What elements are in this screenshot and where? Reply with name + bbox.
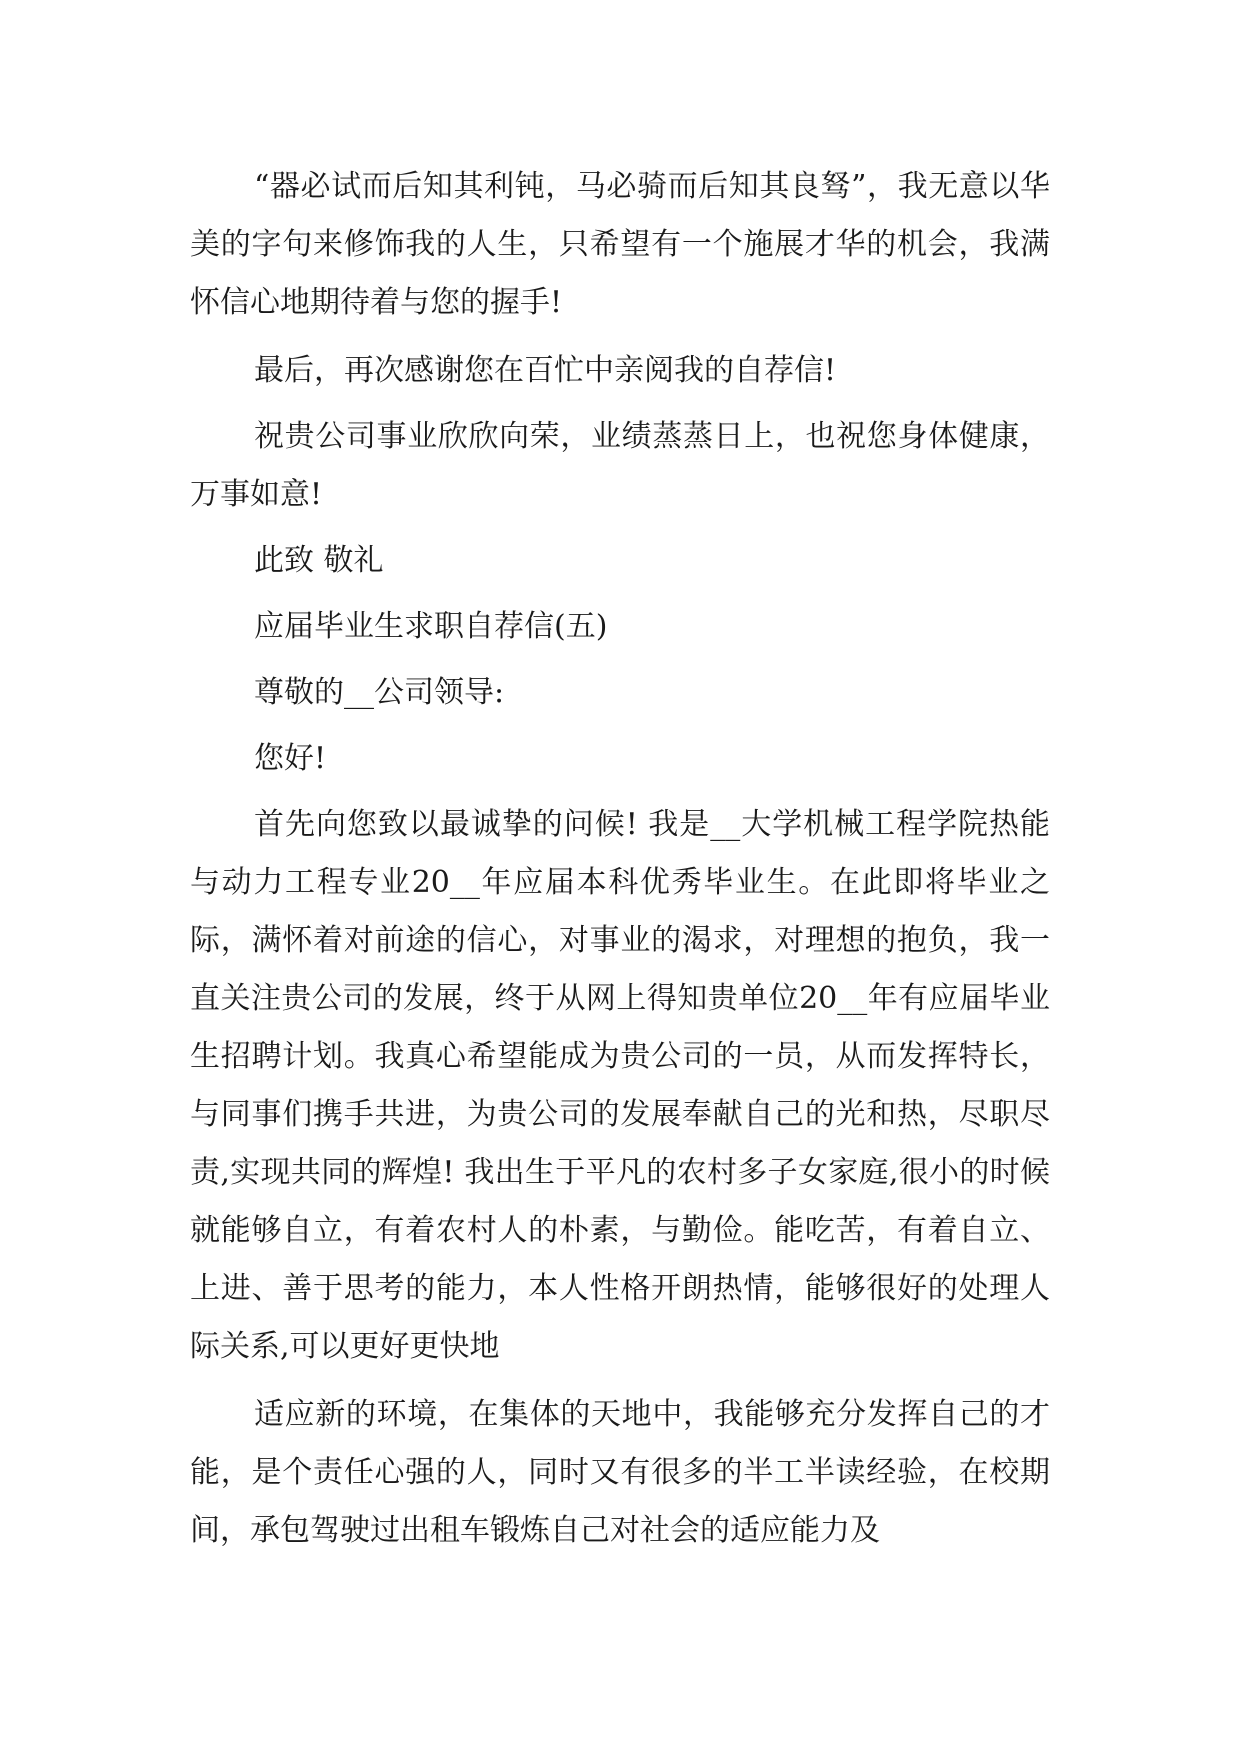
document-body: [190, 158, 1050, 1570]
paragraph-addressee: 尊敬的__公司领导:: [254, 675, 505, 710]
paragraph-salutation-close: 此致 敬礼: [254, 543, 384, 578]
paragraph-letter-title: 应届毕业生求职自荐信(五): [254, 609, 608, 644]
paragraph-quote: “器必试而后知其利钝，马必骑而后知其良驽”，我无意以华美的字句来修饰我的人生，只希望有一个施展才华的机会，我满怀信心地期待着与您的握手!: [190, 169, 1050, 320]
paragraph-wishes: 祝贵公司事业欣欣向荣，业绩蒸蒸日上，也祝您身体健康，万事如意!: [190, 419, 1050, 512]
paragraph-adaptation: 适应新的环境，在集体的天地中，我能够充分发挥自己的才能，是个责任心强的人，同时又有很多的半工半读经验，在校期间，承包驾驶过出租车锻炼自己对社会的适应能力及: [190, 1397, 1050, 1548]
paragraph-greeting: 您好!: [254, 741, 327, 776]
paragraph-thanks: 最后，再次感谢您在百忙中亲阅我的自荐信!: [254, 353, 837, 388]
paragraph-introduction: 首先向您致以最诚挚的问候! 我是__大学机械工程学院热能与动力工程专业20__年应届本科优秀毕业生。在此即将毕业之际，满怀着对前途的信心，对事业的渴求，对理想的抱负，我一直关注贵公司的发展，终于从网上得知贵单位20__年有应届毕业生招聘计划。我真心希望能成为贵公司的一员，从而发挥特长，与同事们携手共进，为贵公司的发展奉献自己的光和热，尽职尽责,实现共同的辉煌! 我出生于平凡的农村多子女家庭,很小的时候就能够自立，有着农村人的朴素，与勤俭。能吃苦，有着自立、上进、善于思考的能力，本人性格开朗热情，能够很好的处理人际关系,可以更好更快地: [190, 807, 1050, 1364]
